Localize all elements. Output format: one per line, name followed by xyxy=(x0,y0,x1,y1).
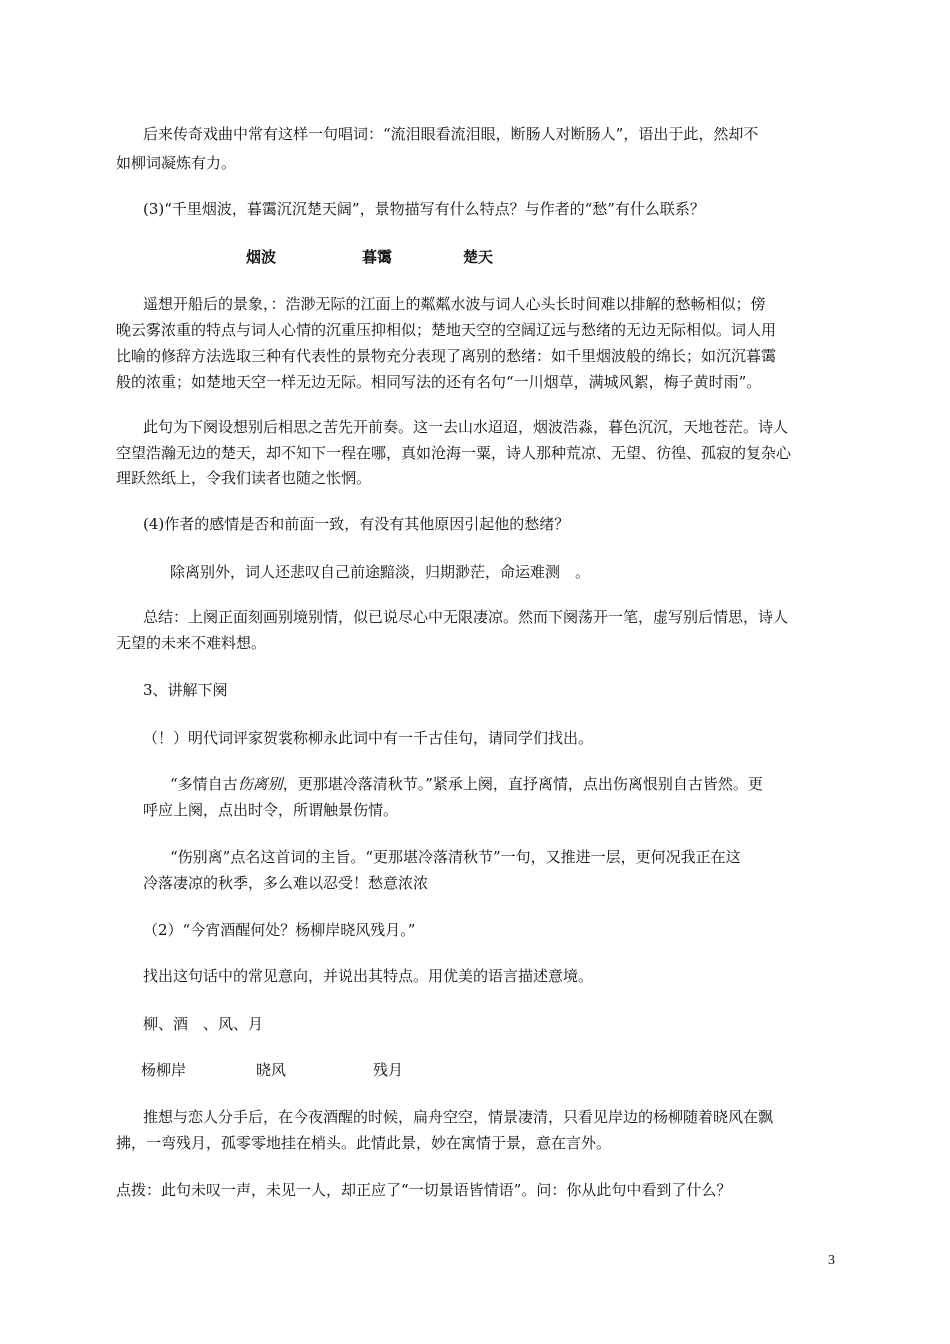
keyword: 楚天 xyxy=(463,248,494,266)
paragraph-line: 拂，一弯残月，孤零零地挂在梢头。此情此景，妙在寓情于景，意在言外。 xyxy=(116,1134,612,1152)
paragraph-line: 此句为下阕设想别后相思之苦先开前奏。这一去山水迢迢，烟波浩淼，暮色沉沉，天地苍茫。诗人 xyxy=(143,418,789,436)
summary-line: 总结：上阕正面刻画别境别情，似已说尽心中无限凄凉。然而下阕荡开一笔，虚写别后情思，诗人 xyxy=(143,608,789,626)
imagery-list: 柳、酒 、风、月 xyxy=(143,1015,264,1033)
paragraph-line: 推想与恋人分手后，在今夜酒醒的时候，扁舟空空，情景凄清，只看见岸边的杨柳随着晓风在飘 xyxy=(143,1108,774,1126)
keyword: 杨柳岸 xyxy=(141,1061,187,1079)
paragraph-line: “伤别离”点名这首词的主旨。“更那堪冷落清秋节”一句，又推进一层，更何况我正在这 xyxy=(170,848,741,866)
question-1: （！）明代词评家贺裳称柳永此词中有一千古佳句，请同学们找出。 xyxy=(143,729,594,747)
paragraph-line: 后来传奇戏曲中常有这样一句唱词：“流泪眼看流泪眼，断肠人对断肠人”，语出于此，然却不 xyxy=(143,125,759,143)
answer-4: 除离别外，词人还悲叹自己前途黯淡，归期渺茫，命运难测 。 xyxy=(170,563,591,581)
question-3: (3)“千里烟波，暮霭沉沉楚天阔”，景物描写有什么特点？与作者的“愁”有什么联系？ xyxy=(143,200,705,218)
paragraph-line xyxy=(170,772,763,797)
hint-line: 点拨：此句未叹一声，未见一人，却正应了“一切景语皆情语”。问：你从此句中看到了什么？ xyxy=(116,1181,732,1199)
quote-italic: 伤离别 xyxy=(237,775,283,793)
question-2: （2）“今宵酒醒何处？杨柳岸晓风残月。” xyxy=(143,921,416,939)
paragraph-line: 晚云雾浓重的特点与词人心情的沉重压抑相似；楚地天空的空阔辽远与愁绪的无边无际相似。词人用 xyxy=(116,321,777,339)
question-4: (4)作者的感情是否和前面一致，有没有其他原因引起他的愁绪？ xyxy=(143,515,570,533)
keyword: 暮霭 xyxy=(362,248,393,266)
page-number: 3 xyxy=(828,1253,835,1268)
paragraph-line: 冷落凄凉的秋季，多么难以忍受！愁意浓浓 xyxy=(143,874,429,892)
keyword: 残月 xyxy=(373,1061,404,1079)
keyword: 晓风 xyxy=(256,1061,287,1079)
quote-start: “多情自古 xyxy=(170,775,238,793)
question-2-task: 找出这句话中的常见意向，并说出其特点。用优美的语言描述意境。 xyxy=(143,967,594,985)
paragraph-line: 遥想开船后的景象，：浩渺无际的江面上的粼粼水波与词人心头长时间难以排解的愁畅相似；傍 xyxy=(143,295,766,313)
paragraph-line: 理跃然纸上，令我们读者也随之怅惘。 xyxy=(116,469,372,487)
quote-rest: ，更那堪冷落清秋节。”紧承上阕，直抒离情，点出伤离恨别自古皆然。更 xyxy=(282,775,763,793)
summary-line: 无望的未来不难料想。 xyxy=(116,634,267,652)
paragraph-line: 呼应上阕，点出时令，所谓触景伤情。 xyxy=(143,801,399,819)
paragraph-line: 空望浩瀚无边的楚天，却不知下一程在哪，真如沧海一粟，诗人那种荒凉、无望、彷徨、孤寂的复杂心 xyxy=(116,444,792,462)
paragraph-line: 如柳词凝炼有力。 xyxy=(116,154,237,172)
keyword: 烟波 xyxy=(246,248,277,266)
paragraph-line: 般的浓重；如楚地天空一样无边无际。相同写法的还有名句“一川烟草，满城风絮，梅子黄时雨”。 xyxy=(116,373,762,391)
section-heading: 3、讲解下阕 xyxy=(143,681,228,699)
paragraph-line: 比喻的修辞方法选取三种有代表性的景物充分表现了离别的愁绪：如千里烟波般的绵长；如沉沉暮霭 xyxy=(116,347,777,365)
